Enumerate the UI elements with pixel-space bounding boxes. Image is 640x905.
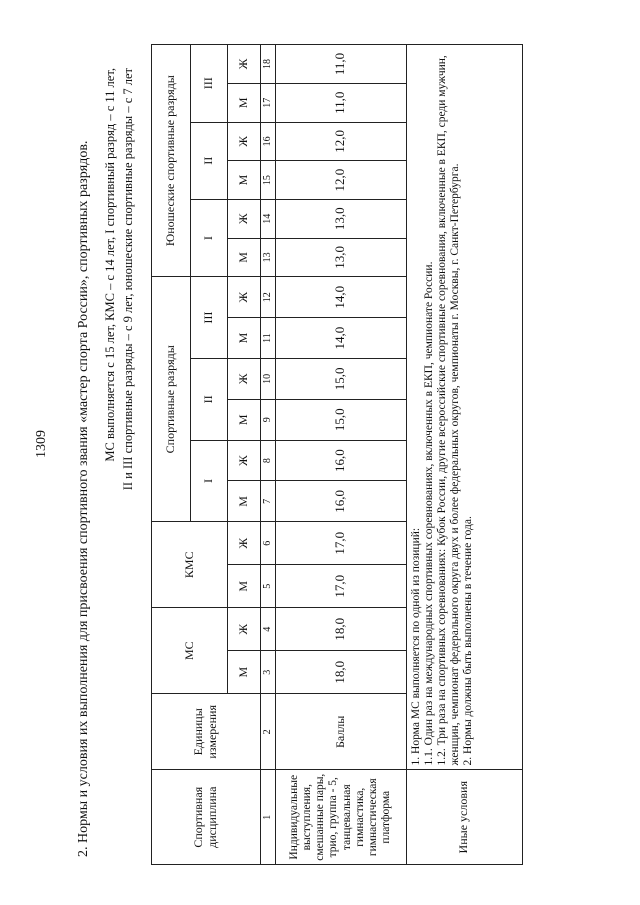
column-number: 17 xyxy=(261,83,276,122)
column-number: 4 xyxy=(261,608,276,651)
other-conditions-label: Иные условия xyxy=(406,770,522,865)
discipline-name: Индивидуальные выступления, смешанные пары, трио, группа - 5, танцевальная гимнастика, гимнастическая платформа xyxy=(275,770,406,865)
column-number: 16 xyxy=(261,122,276,161)
header-women: Ж xyxy=(227,122,260,161)
header-discipline: Спортивная дисциплина xyxy=(152,770,261,865)
section-heading: 2. Нормы и условия их выполнения для присвоения спортивного звания «мастер спорта России», спортивных разрядов. xyxy=(76,140,91,857)
column-number: 11 xyxy=(261,318,276,359)
norm-youth3-women: 11,0 xyxy=(275,45,406,84)
column-number: 14 xyxy=(261,199,276,238)
header-women: Ж xyxy=(227,199,260,238)
header-women: Ж xyxy=(227,608,260,651)
header-women: Ж xyxy=(227,358,260,399)
norm-ms-women: 18,0 xyxy=(275,608,406,651)
column-number: 2 xyxy=(261,694,276,770)
norms-table xyxy=(151,44,523,865)
header-men: М xyxy=(227,651,260,694)
condition-line: 1. Норма МС выполняется по одной из позиций: xyxy=(409,527,422,766)
norm-youth2-women: 12,0 xyxy=(275,122,406,161)
norm-rank3-men: 14,0 xyxy=(275,318,406,359)
column-number: 13 xyxy=(261,238,276,277)
column-number: 18 xyxy=(261,45,276,84)
header-women: Ж xyxy=(227,45,260,84)
norm-youth1-men: 13,0 xyxy=(275,238,406,277)
page-number: 1309 xyxy=(34,430,49,458)
header-women: Ж xyxy=(227,440,260,481)
header-youth-ranks: Юношеские спортивные разряды xyxy=(152,45,191,277)
header-men: М xyxy=(227,399,260,440)
age-note-line-1: МС выполняется с 15 лет, КМС – с 14 лет, I спортивный разряд – с 11 лет, xyxy=(103,68,117,462)
header-row-1 xyxy=(152,45,191,865)
header-men: М xyxy=(227,481,260,522)
header-youth-rank-3: III xyxy=(191,45,227,123)
header-kms: КМС xyxy=(152,522,228,608)
header-sport-rank-1: I xyxy=(191,440,227,522)
norm-youth2-men: 12,0 xyxy=(275,161,406,200)
age-note-line-2: II и III спортивные разряды – с 9 лет, юношеские спортивные разряды – с 7 лет xyxy=(121,68,135,491)
norm-youth1-women: 13,0 xyxy=(275,199,406,238)
condition-line: 1.2. Три раза на спортивных соревнованиях: Кубок России, другие всероссийские спортивные соревнования, включенные в ЕКП, среди мужчин, женщин, чемпионат федерального округа двух и более федеральных округов, чемпионаты г. Москвы, г. Санкт-Петербурга. xyxy=(436,55,462,766)
header-men: М xyxy=(227,565,260,608)
column-number: 8 xyxy=(261,440,276,481)
norm-ms-men: 18,0 xyxy=(275,651,406,694)
norm-kms-men: 17,0 xyxy=(275,565,406,608)
column-number: 12 xyxy=(261,277,276,318)
other-conditions-row xyxy=(406,45,522,865)
column-number: 6 xyxy=(261,522,276,565)
header-sport-ranks: Спортивные разряды xyxy=(152,277,191,522)
norm-rank3-women: 14,0 xyxy=(275,277,406,318)
norm-rank1-women: 16,0 xyxy=(275,440,406,481)
column-number: 15 xyxy=(261,161,276,200)
column-number: 7 xyxy=(261,481,276,522)
other-conditions-text xyxy=(406,45,522,770)
condition-line: 2. Нормы должны быть выполнены в течение года. xyxy=(462,516,475,766)
column-number: 10 xyxy=(261,358,276,399)
header-sport-rank-3: III xyxy=(191,277,227,359)
norm-rank2-women: 15,0 xyxy=(275,358,406,399)
header-youth-rank-1: I xyxy=(191,199,227,276)
header-sport-rank-2: II xyxy=(191,358,227,440)
discipline-row xyxy=(275,45,406,865)
column-number: 9 xyxy=(261,399,276,440)
column-number: 5 xyxy=(261,565,276,608)
header-men: М xyxy=(227,318,260,359)
header-men: М xyxy=(227,83,260,122)
unit-value: Баллы xyxy=(275,694,406,770)
norm-rank1-men: 16,0 xyxy=(275,481,406,522)
norm-youth3-men: 11,0 xyxy=(275,83,406,122)
column-number-row xyxy=(261,45,276,865)
column-number: 1 xyxy=(261,770,276,865)
header-ms: МС xyxy=(152,608,228,694)
header-women: Ж xyxy=(227,522,260,565)
header-women: Ж xyxy=(227,277,260,318)
column-number: 3 xyxy=(261,651,276,694)
condition-line: 1.1. Один раз на международных спортивных соревнованиях, включенных в ЕКП, чемпионате России. xyxy=(422,261,435,766)
norm-kms-women: 17,0 xyxy=(275,522,406,565)
header-men: М xyxy=(227,238,260,277)
header-men: М xyxy=(227,161,260,200)
header-units: Единицы измерения xyxy=(152,694,261,770)
header-youth-rank-2: II xyxy=(191,122,227,199)
norm-rank2-men: 15,0 xyxy=(275,399,406,440)
